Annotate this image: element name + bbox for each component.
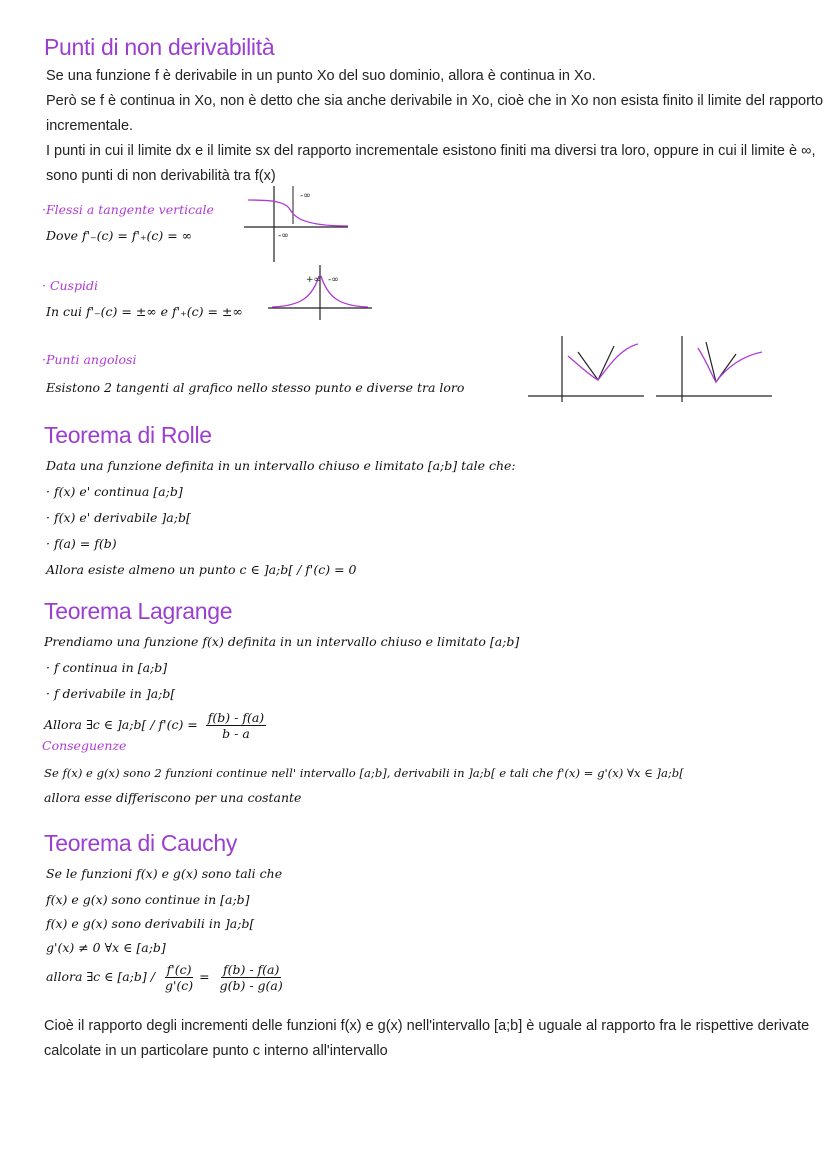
angolosi-heading: ·Punti angolosi [42,352,137,367]
graph-punto-angoloso-2 [656,334,774,404]
cauchy-num-1: f'(c) [166,962,192,977]
lagrange-line-4 [44,710,266,741]
paragraph-2b: incrementale. [46,118,134,134]
lagrange-fraction [206,710,266,741]
cauchy-den-2: g(b) - g(a) [219,978,283,993]
flessi-formula: Dove f'₋(c) = f'₊(c) = ∞ [46,228,193,243]
graph-cusp-label-left: +∞ [306,275,322,285]
graph-flesso-label-left: -∞ [278,231,289,241]
lagrange-numerator: f(b) - f(a) [207,710,265,725]
cauchy-paragraph-2: calcolate in un particolare punto c interno all'intervallo [44,1043,388,1059]
graph-punto-angoloso-1 [528,334,646,404]
rolle-line-5: Allora esiste almeno un punto c ∈ ]a;b[ / f'(c) = 0 [46,562,357,577]
paragraph-3b: sono punti di non derivabilità tra f(x) [46,168,276,184]
lagrange-line-2: · f continua in [a;b] [46,660,168,675]
conseguenze-line-2: allora esse differiscono per una costante [44,790,302,805]
conseguenze-line-1: Se f(x) e g(x) sono 2 funzioni continue nell' intervallo [a;b], derivabili in ]a;b[ e tali che f'(x) = g'(x) ∀x ∈ ]a;b[ [44,766,684,780]
section-title-cauchy: Teorema di Cauchy [44,830,238,856]
cauchy-line-4: g'(x) ≠ 0 ∀x ∈ [a;b] [46,940,166,955]
graph-flesso-verticale [244,182,354,264]
cauchy-num-2: f(b) - f(a) [222,962,280,977]
lagrange-statement: Allora ∃c ∈ ]a;b[ / f'(c) = [44,717,198,732]
graph-flesso-label-top: -∞ [300,191,311,201]
paragraph-1: Se una funzione f è derivabile in un punto Xo del suo dominio, allora è continua in Xo. [46,68,596,84]
rolle-line-3: · f(x) e' derivabile ]a;b[ [46,510,191,525]
cauchy-line-5 [46,962,285,993]
cauchy-equals: = [199,969,210,984]
lagrange-line-3: · f derivabile in ]a;b[ [46,686,176,701]
rolle-line-4: · f(a) = f(b) [46,536,117,551]
flessi-heading: ·Flessi a tangente verticale [42,202,214,217]
conseguenze-heading: Conseguenze [42,738,127,753]
cauchy-paragraph-1: Cioè il rapporto degli incrementi delle funzioni f(x) e g(x) nell'intervallo [a;b] è uguale al rapporto fra le rispettive derivate [44,1018,810,1034]
paragraph-2a: Però se f è continua in Xo, non è detto che sia anche derivabile in Xo, cioè che in Xo non esista finito il limite del rapporto [46,93,824,109]
rolle-line-1: Data una funzione definita in un intervallo chiuso e limitato [a;b] tale che: [46,458,516,473]
cauchy-line-2: f(x) e g(x) sono continue in [a;b] [46,892,250,907]
paragraph-3a: I punti in cui il limite dx e il limite sx del rapporto incrementale esistono finiti ma diversi tra loro, oppure in cui il limite è ∞, [46,143,816,159]
cuspidi-formula: In cui f'₋(c) = ±∞ e f'₊(c) = ±∞ [46,304,243,319]
cuspidi-heading: · Cuspidi [42,278,98,293]
cauchy-line-3: f(x) e g(x) sono derivabili in ]a;b[ [46,916,255,931]
rolle-line-2: · f(x) e' continua [a;b] [46,484,183,499]
angolosi-text: Esistono 2 tangenti al grafico nello stesso punto e diverse tra loro [46,380,465,395]
graph-cusp-label-right: -∞ [328,275,339,285]
section-title-lagrange: Teorema Lagrange [44,598,233,624]
lagrange-denominator: b - a [222,726,250,741]
lagrange-line-1: Prendiamo una funzione f(x) definita in un intervallo chiuso e limitato [a;b] [44,634,520,649]
cauchy-fraction-derivatives [163,962,195,993]
graph-cuspide [268,262,378,322]
section-title-rolle: Teorema di Rolle [44,422,212,448]
cauchy-statement: allora ∃c ∈ [a;b] / [46,969,155,984]
cauchy-fraction-increments [218,962,285,993]
section-title-non-derivabilita: Punti di non derivabilità [44,34,275,60]
cauchy-line-1: Se le funzioni f(x) e g(x) sono tali che [46,866,283,881]
cauchy-den-1: g'(c) [164,978,194,993]
